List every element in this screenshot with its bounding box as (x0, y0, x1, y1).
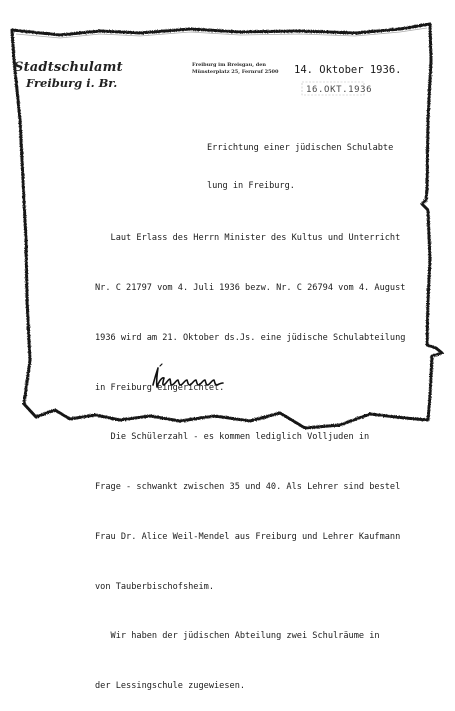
body-line-2: Nr. C 21797 vom 4. Juli 1936 bezw. Nr. C 26794 vom 4. August (95, 282, 406, 293)
body-line-5: Die Schülerzahl - es kommen lediglich Volljuden in (95, 432, 370, 443)
address-line-2: Münsterplatz 25, Fernruf 2500 (192, 68, 279, 75)
body-line-6: Frage - schwankt zwischen 35 und 40. Als Lehrer sind bestel (95, 482, 401, 493)
body-line-9: Wir haben der jüdischen Abteilung zwei Schulräume in (95, 631, 380, 642)
subject-line-2: lung in Freiburg. (207, 180, 295, 191)
subject-block (207, 117, 393, 205)
letter-date: 14. Oktober 1936. (294, 64, 402, 76)
address-block (192, 62, 279, 75)
address-line-1: Freiburg im Breisgau, den (192, 62, 267, 68)
body-line-7: Frau Dr. Alice Weil-Mendel aus Freiburg und Lehrer Kaufmann (95, 531, 401, 542)
body-line-4: in Freiburg eingerichtet. (95, 382, 225, 393)
body-line-10: der Lessingschule zugewiesen. (95, 681, 246, 692)
body-line-3: 1936 wird am 21. Oktober ds.Js. eine jüdische Schulabteilung (95, 332, 406, 343)
body-line-1: Laut Erlass des Herrn Minister des Kultus und Unterricht (95, 233, 401, 244)
body-line-8: von Tauberbischofsheim. (95, 581, 214, 592)
letterhead-city: Freiburg i. Br. (26, 76, 118, 90)
letterhead (14, 60, 123, 90)
handwritten-signature (149, 363, 229, 391)
letter-body (95, 197, 405, 711)
subject-line-1: Errichtung einer jüdischen Schulabte (207, 143, 394, 153)
received-stamp: 16.OKT.1936 (306, 85, 373, 95)
letterhead-office: Stadtschulamt (14, 60, 123, 75)
